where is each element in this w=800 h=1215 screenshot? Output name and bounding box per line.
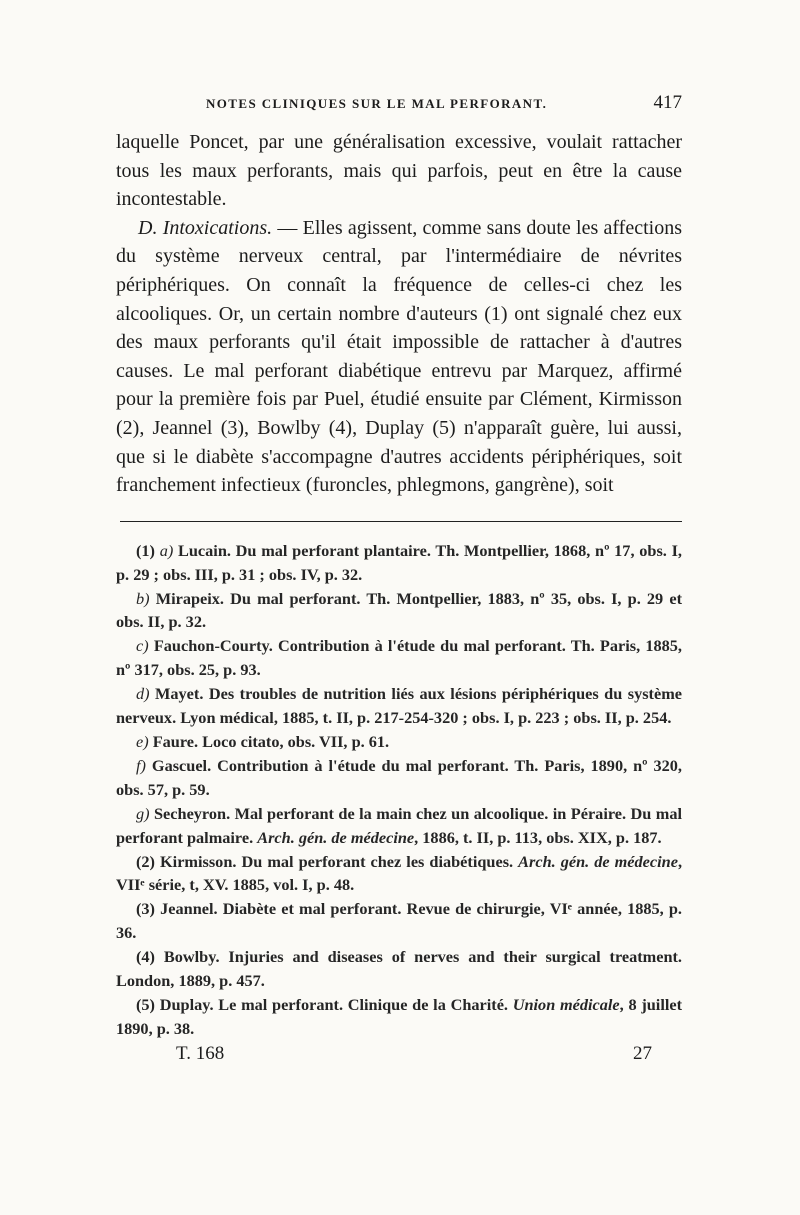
footnote-marker: e)	[136, 731, 149, 751]
volume-signature: T. 168	[176, 1042, 225, 1064]
footnote-divider	[120, 521, 682, 522]
main-text	[116, 128, 682, 500]
page-footer	[116, 1043, 682, 1069]
footnote-marker: f)	[136, 755, 146, 775]
footnote-text: Lucain. Du mal perforant plantaire. Th. Montpellier, 1868, nº 17, obs. I, p. 29 ; obs. III, p. 31 ; obs. IV, p. 32.	[116, 540, 682, 584]
footnote-text: (5) Duplay. Le mal perforant. Clinique de la Charité.	[136, 994, 513, 1014]
footnote-marker: b)	[136, 588, 150, 608]
footnote-1d	[116, 682, 682, 730]
footnote-text: (4) Bowlby. Injuries and diseases of nerves and their surgical treatment. London, 1889, p. 457.	[116, 947, 682, 991]
footnote-3	[116, 897, 682, 945]
footnote-text: , 1886, t. II, p. 113, obs. XIX, p. 187.	[414, 827, 662, 847]
footnote-marker: g)	[136, 803, 150, 823]
paragraph-text: — Elles agissent, comme sans doute les affections du système nerveux central, par l'intermédiaire de névrites périphériques. On connaît la fréquence de celles-ci chez les alcooliques. Or, un certain nombre d'auteurs (1) ont signalé chez eux des maux perforants qu'il était impossible de rattacher à d'autres causes. Le mal perforant diabétique entrevu par Marquez, affirmé pour la première fois par Puel, étudié ensuite par Clément, Kirmisson (2), Jeannel (3), Bowlby (4), Duplay (5) n'apparaît guère, lui aussi, que si le diabète s'accompagne d'autres accidents périphériques, soit franchement infectieux (furoncles, phlegmons, gangrène), soit	[116, 216, 682, 497]
footnote-5	[116, 993, 682, 1041]
footnote-text: , 8 juillet 1890, p. 38.	[116, 994, 683, 1038]
paragraph-continuation	[116, 128, 682, 214]
footnote-marker: a)	[159, 540, 174, 560]
footnote-1g	[116, 802, 682, 850]
footnote-1e	[116, 730, 682, 754]
footnote-1f	[116, 754, 682, 802]
paragraph-intoxications	[116, 214, 682, 500]
footnote-text: Secheyron. Mal perforant de la main chez un alcoolique. in Péraire. Du mal perforant palmaire.	[116, 803, 682, 847]
footnote-text: Mayet. Des troubles de nutrition liés aux lésions périphériques du système nerveux. Lyon médical, 1885, t. II, p. 217-254-320 ; obs. I, p. 223 ; obs. II, p. 254.	[116, 684, 682, 728]
footnote-text: Mirapeix. Du mal perforant. Th. Montpellier, 1883, nº 35, obs. I, p. 29 et obs. II, p. 32.	[116, 588, 682, 632]
footnote-1b	[116, 587, 682, 635]
footnote-text: Gascuel. Contribution à l'étude du mal perforant. Th. Paris, 1890, nº 320, obs. 57, p. 59.	[116, 755, 682, 799]
journal-title: Arch. gén. de médecine	[518, 851, 678, 871]
journal-title: Union médicale	[512, 994, 620, 1014]
footnote-text: (3) Jeannel. Diabète et mal perforant. Revue de chirurgie, VIᵉ année, 1885, p. 36.	[116, 899, 682, 943]
footnote-text: (2) Kirmisson. Du mal perforant chez les diabétiques.	[136, 851, 519, 871]
book-page	[116, 92, 682, 1069]
footnotes	[116, 539, 682, 1041]
footnote-1c	[116, 634, 682, 682]
journal-title: Arch. gén. de médecine	[257, 827, 415, 847]
running-title: NOTES CLINIQUES SUR LE MAL PERFORANT.	[206, 96, 548, 111]
running-header	[116, 92, 682, 120]
page-number: 417	[653, 92, 682, 113]
section-heading: D. Intoxications.	[138, 216, 273, 239]
footnote-text: , VIIᵉ série, t, XV. 1885, vol. I, p. 48.	[116, 851, 683, 895]
footnote-number: (1)	[136, 540, 160, 560]
footnote-marker: d)	[136, 684, 150, 704]
footnote-4	[116, 945, 682, 993]
footnote-2	[116, 850, 682, 898]
footnote-1a	[116, 539, 682, 587]
footnote-text: Faure. Loco citato, obs. VII, p. 61.	[148, 731, 390, 751]
paragraph-text: laquelle Poncet, par une généralisation excessive, voulait rattacher tous les maux perforants, mais qui parfois, peut en être la cause incontestable.	[116, 131, 682, 211]
footnote-marker: c)	[136, 636, 149, 656]
sheet-number: 27	[633, 1042, 652, 1064]
footnote-text: Fauchon-Courty. Contribution à l'étude du mal perforant. Th. Paris, 1885, nº 317, obs. 25, p. 93.	[116, 636, 682, 680]
